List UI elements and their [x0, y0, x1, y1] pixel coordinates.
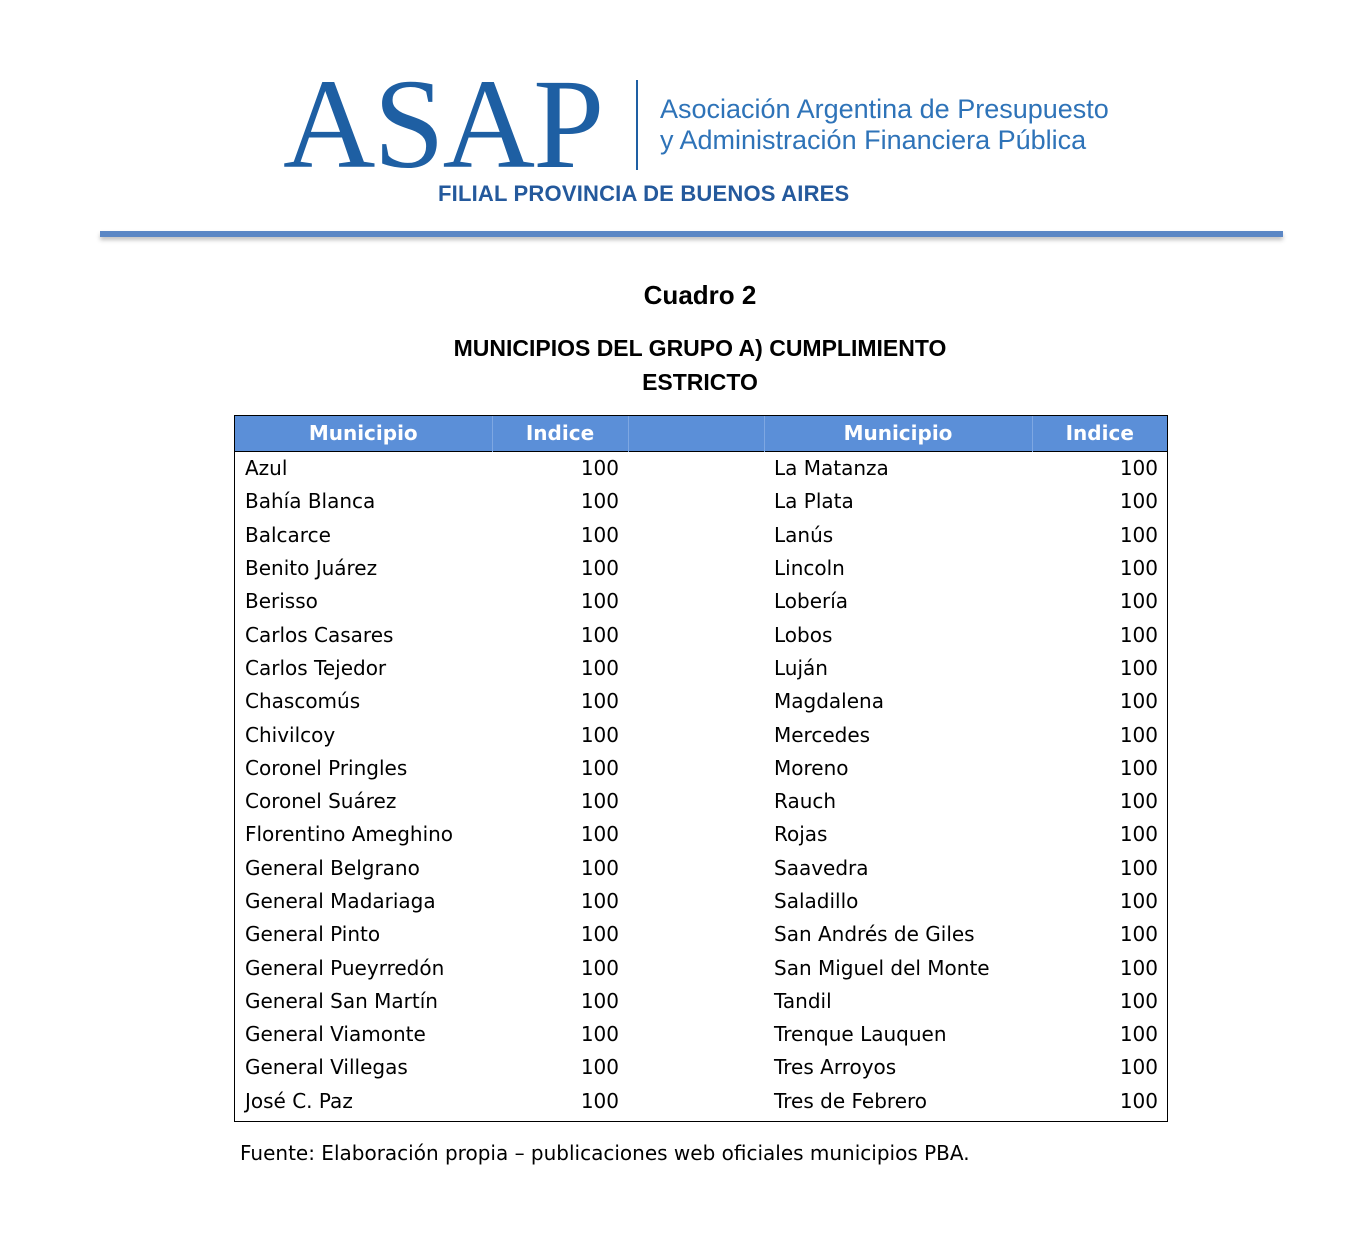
municipio-cell: Lobos — [774, 622, 833, 647]
indice-cell: 100 — [580, 922, 619, 947]
table-row — [235, 1051, 1167, 1084]
indice-cell: 100 — [580, 655, 619, 680]
table-title-line1: MUNICIPIOS DEL GRUPO A) CUMPLIMIENTO — [453, 335, 947, 361]
indice-cell: 100 — [580, 1055, 619, 1080]
table-body — [235, 451, 1167, 1117]
spacer-cell — [628, 518, 764, 551]
indice-cell: 100 — [580, 755, 619, 780]
municipio-cell: Carlos Tejedor — [245, 655, 387, 680]
municipio-cell: Lanús — [774, 522, 834, 547]
col-header-indice: Indice — [1065, 421, 1134, 446]
indice-cell: 100 — [1119, 755, 1158, 780]
municipio-cell: General Pueyrredón — [245, 955, 445, 980]
spacer-cell — [628, 951, 764, 984]
indice-cell: 100 — [1119, 689, 1158, 714]
municipio-cell: Balcarce — [245, 522, 331, 547]
indice-cell: 100 — [1119, 622, 1158, 647]
municipio-cell: Chivilcoy — [245, 722, 336, 747]
indice-cell: 100 — [580, 822, 619, 847]
indice-cell: 100 — [580, 955, 619, 980]
table-row — [235, 951, 1167, 984]
municipio-cell: General Madariaga — [245, 889, 436, 913]
indice-cell: 100 — [1119, 889, 1158, 913]
indice-cell: 100 — [1119, 556, 1158, 581]
municipio-cell: General Belgrano — [245, 855, 420, 880]
table-row — [235, 884, 1167, 917]
indice-cell: 100 — [1119, 955, 1158, 980]
spacer-cell — [628, 751, 764, 784]
spacer-cell — [628, 884, 764, 917]
indice-cell: 100 — [1119, 988, 1158, 1013]
municipio-cell: Tres de Febrero — [774, 1088, 928, 1113]
municipio-cell: Moreno — [774, 755, 849, 780]
col-header-municipio: Municipio — [764, 416, 1032, 451]
col-header-municipio: Municipio — [235, 416, 492, 451]
municipio-cell: Azul — [245, 456, 288, 481]
municipio-cell: Rojas — [774, 822, 828, 847]
table-title-line2: ESTRICTO — [642, 369, 758, 395]
table-header-row — [235, 416, 1167, 451]
indice-cell: 100 — [580, 722, 619, 747]
indice-cell: 100 — [1119, 855, 1158, 880]
org-name-line1: Asociación Argentina de Presupuesto — [660, 94, 1109, 124]
branch-name: FILIAL PROVINCIA DE BUENOS AIRES — [438, 181, 850, 206]
spacer-cell — [628, 651, 764, 684]
table-row — [235, 818, 1167, 851]
municipio-cell: Trenque Lauquen — [774, 1022, 947, 1047]
spacer-cell — [628, 1084, 764, 1117]
municipio-cell: Bahía Blanca — [245, 489, 376, 514]
municipio-cell: La Matanza — [774, 456, 889, 481]
table-row — [235, 718, 1167, 751]
indice-cell: 100 — [580, 889, 619, 913]
table-row — [235, 784, 1167, 817]
municipios-table — [234, 415, 1168, 1122]
spacer-cell — [628, 618, 764, 651]
indice-cell: 100 — [1119, 1055, 1158, 1080]
municipio-cell: Lobería — [774, 589, 849, 614]
indice-cell: 100 — [1119, 655, 1158, 680]
municipio-cell: Saavedra — [774, 855, 869, 880]
indice-cell: 100 — [1119, 822, 1158, 847]
municipio-cell: San Andrés de Giles — [774, 922, 975, 947]
col-header-indice: Indice — [492, 416, 628, 451]
indice-cell: 100 — [580, 589, 619, 614]
municipio-cell: Berisso — [245, 589, 318, 614]
indice-cell: 100 — [580, 489, 619, 514]
table-row — [235, 451, 1167, 485]
municipio-cell: General Viamonte — [245, 1022, 426, 1047]
spacer-cell — [628, 784, 764, 817]
spacer-cell — [628, 585, 764, 618]
spacer-cell — [628, 818, 764, 851]
indice-cell: 100 — [580, 556, 619, 581]
indice-cell: 100 — [580, 456, 619, 481]
indice-cell: 100 — [580, 622, 619, 647]
spacer-cell — [628, 918, 764, 951]
municipio-cell: General Pinto — [245, 922, 381, 947]
municipio-cell: Luján — [774, 655, 828, 680]
org-name-line2: y Administración Financiera Pública — [660, 125, 1087, 155]
indice-cell: 100 — [1119, 1088, 1158, 1113]
indice-cell: 100 — [1119, 489, 1158, 514]
asap-logo: ASAP — [283, 53, 603, 195]
municipio-cell: Rauch — [774, 789, 837, 814]
indice-cell: 100 — [580, 689, 619, 714]
spacer-cell — [628, 851, 764, 884]
municipio-cell: General Villegas — [245, 1055, 408, 1080]
municipio-cell: Saladillo — [774, 889, 859, 913]
municipio-cell: San Miguel del Monte — [774, 955, 990, 980]
indice-cell: 100 — [580, 988, 619, 1013]
table-row — [235, 685, 1167, 718]
logo-separator — [636, 80, 638, 170]
municipio-cell: La Plata — [774, 489, 854, 514]
municipio-cell: Carlos Casares — [245, 622, 394, 647]
indice-cell: 100 — [580, 1022, 619, 1047]
col-header-spacer — [628, 416, 764, 451]
indice-cell: 100 — [580, 522, 619, 547]
spacer-cell — [628, 451, 764, 485]
spacer-cell — [628, 718, 764, 751]
table-row — [235, 551, 1167, 584]
indice-cell: 100 — [580, 1088, 619, 1113]
table-row — [235, 751, 1167, 784]
spacer-cell — [628, 685, 764, 718]
municipio-cell: General San Martín — [245, 988, 438, 1013]
indice-cell: 100 — [1119, 789, 1158, 814]
table-row — [235, 1018, 1167, 1051]
municipio-cell: Coronel Pringles — [245, 755, 408, 780]
spacer-cell — [628, 485, 764, 518]
table-row — [235, 984, 1167, 1017]
indice-cell: 100 — [580, 855, 619, 880]
municipio-cell: Tres Arroyos — [774, 1055, 897, 1080]
table-row — [235, 1084, 1167, 1117]
table-row — [235, 851, 1167, 884]
document-header — [0, 0, 1372, 250]
municipio-cell: Magdalena — [774, 689, 884, 714]
municipio-cell: José C. Paz — [245, 1088, 353, 1113]
indice-cell: 100 — [1119, 722, 1158, 747]
table-row — [235, 485, 1167, 518]
municipio-cell: Mercedes — [774, 722, 871, 747]
municipio-cell: Coronel Suárez — [245, 789, 397, 814]
spacer-cell — [628, 1018, 764, 1051]
table-row — [235, 918, 1167, 951]
spacer-cell — [628, 551, 764, 584]
municipio-cell: Tandil — [774, 988, 832, 1013]
municipio-cell: Florentino Ameghino — [245, 822, 454, 847]
indice-cell: 100 — [1119, 456, 1158, 481]
table-row — [235, 618, 1167, 651]
municipio-cell: Chascomús — [245, 689, 361, 714]
indice-cell: 100 — [1119, 922, 1158, 947]
table-row — [235, 651, 1167, 684]
indice-cell: 100 — [580, 789, 619, 814]
indice-cell: 100 — [1119, 1022, 1158, 1047]
table-number: Cuadro 2 — [643, 280, 757, 310]
table-row — [235, 518, 1167, 551]
municipio-cell: Lincoln — [774, 556, 845, 581]
municipio-cell: Benito Juárez — [245, 556, 378, 581]
indice-cell: 100 — [1119, 589, 1158, 614]
source-note: Fuente: Elaboración propia – publicaciones web oficiales municipios PBA. — [240, 1141, 970, 1165]
spacer-cell — [628, 1051, 764, 1084]
spacer-cell — [628, 984, 764, 1017]
header-divider — [100, 231, 1283, 237]
table-row — [235, 585, 1167, 618]
indice-cell: 100 — [1119, 522, 1158, 547]
